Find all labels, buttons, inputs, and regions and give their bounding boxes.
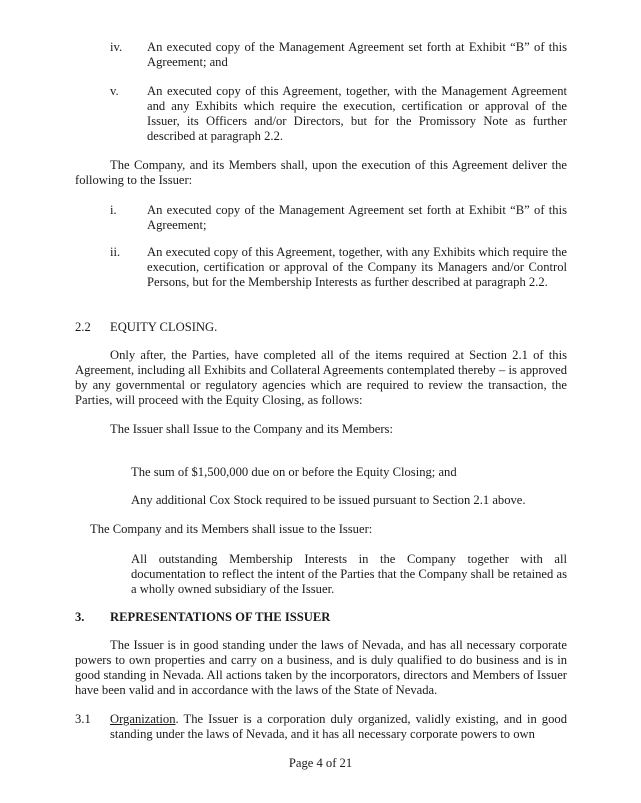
- list-number-iv: iv.: [110, 40, 123, 54]
- list-number-ii: ii.: [110, 245, 121, 259]
- list-number-i: i.: [110, 203, 117, 217]
- equity-closing-paragraph: Only after, the Parties, have completed all of the items required at Section 2.1 of this Agreement, including all Exhibits and Collateral Agreements contemplated thereby – is approved by any governmental or regulatory agencies which are required to review the transaction, the Parties, will proceed with the Equity Closing, as follows:: [75, 348, 567, 407]
- organization-paragraph: [110, 712, 567, 742]
- company-deliver-paragraph: The Company, and its Members shall, upon the execution of this Agreement deliver the following to the Issuer:: [75, 158, 567, 187]
- company-item-membership: All outstanding Membership Interests in the Company together with all documentation to reflect the intent of the Parties that the Company shall be retained as a wholly owned subsidiary of the Issuer.: [131, 552, 567, 596]
- issuer-shall-line: The Issuer shall Issue to the Company and its Members:: [110, 422, 393, 436]
- list-item-ii: An executed copy of this Agreement, together, with any Exhibits which require the execution, certification or approval of the Company its Managers and/or Control Persons, but for the Membership Interests as further described at paragraph 2.2.: [147, 245, 567, 289]
- list-item-i: An executed copy of the Management Agreement set forth at Exhibit “B” of this Agreement;: [147, 203, 567, 232]
- section-3-title: REPRESENTATIONS OF THE ISSUER: [110, 610, 331, 624]
- organization-heading: Organization: [110, 712, 176, 726]
- representations-paragraph: The Issuer is in good standing under the laws of Nevada, and has all necessary corporate powers to own properties and carry on a business, and is duly qualified to do business and is in good standing in Nevada. All actions taken by the incorporators, directors and Members of Issuer have been valid and in accordance with the laws of the State of Nevada.: [75, 638, 567, 697]
- section-3-number: 3.: [75, 610, 85, 624]
- issuer-item-sum: The sum of $1,500,000 due on or before the Equity Closing; and: [131, 465, 457, 479]
- issuer-item-cox-stock: Any additional Cox Stock required to be issued pursuant to Section 2.1 above.: [131, 493, 526, 507]
- list-item-iv: An executed copy of the Management Agreement set forth at Exhibit “B” of this Agreement; and: [147, 40, 567, 69]
- section-2-2-title: EQUITY CLOSING.: [110, 320, 218, 334]
- list-item-v: An executed copy of this Agreement, together, with the Management Agreement and any Exhibits which require the execution, certification or approval of the Issuer, its Officers and/or Directors, but for the Promissory Note as further described at paragraph 2.2.: [147, 84, 567, 143]
- list-number-v: v.: [110, 84, 119, 98]
- page-number: Page 4 of 21: [288, 756, 353, 770]
- company-shall-line: The Company and its Members shall issue to the Issuer:: [90, 522, 373, 536]
- section-3-1-number: 3.1: [75, 712, 91, 726]
- section-2-2-number: 2.2: [75, 320, 91, 334]
- organization-text: . The Issuer is a corporation duly organized, validly existing, and in good standing under the laws of Nevada, and it has all necessary corporate powers to own: [110, 712, 567, 741]
